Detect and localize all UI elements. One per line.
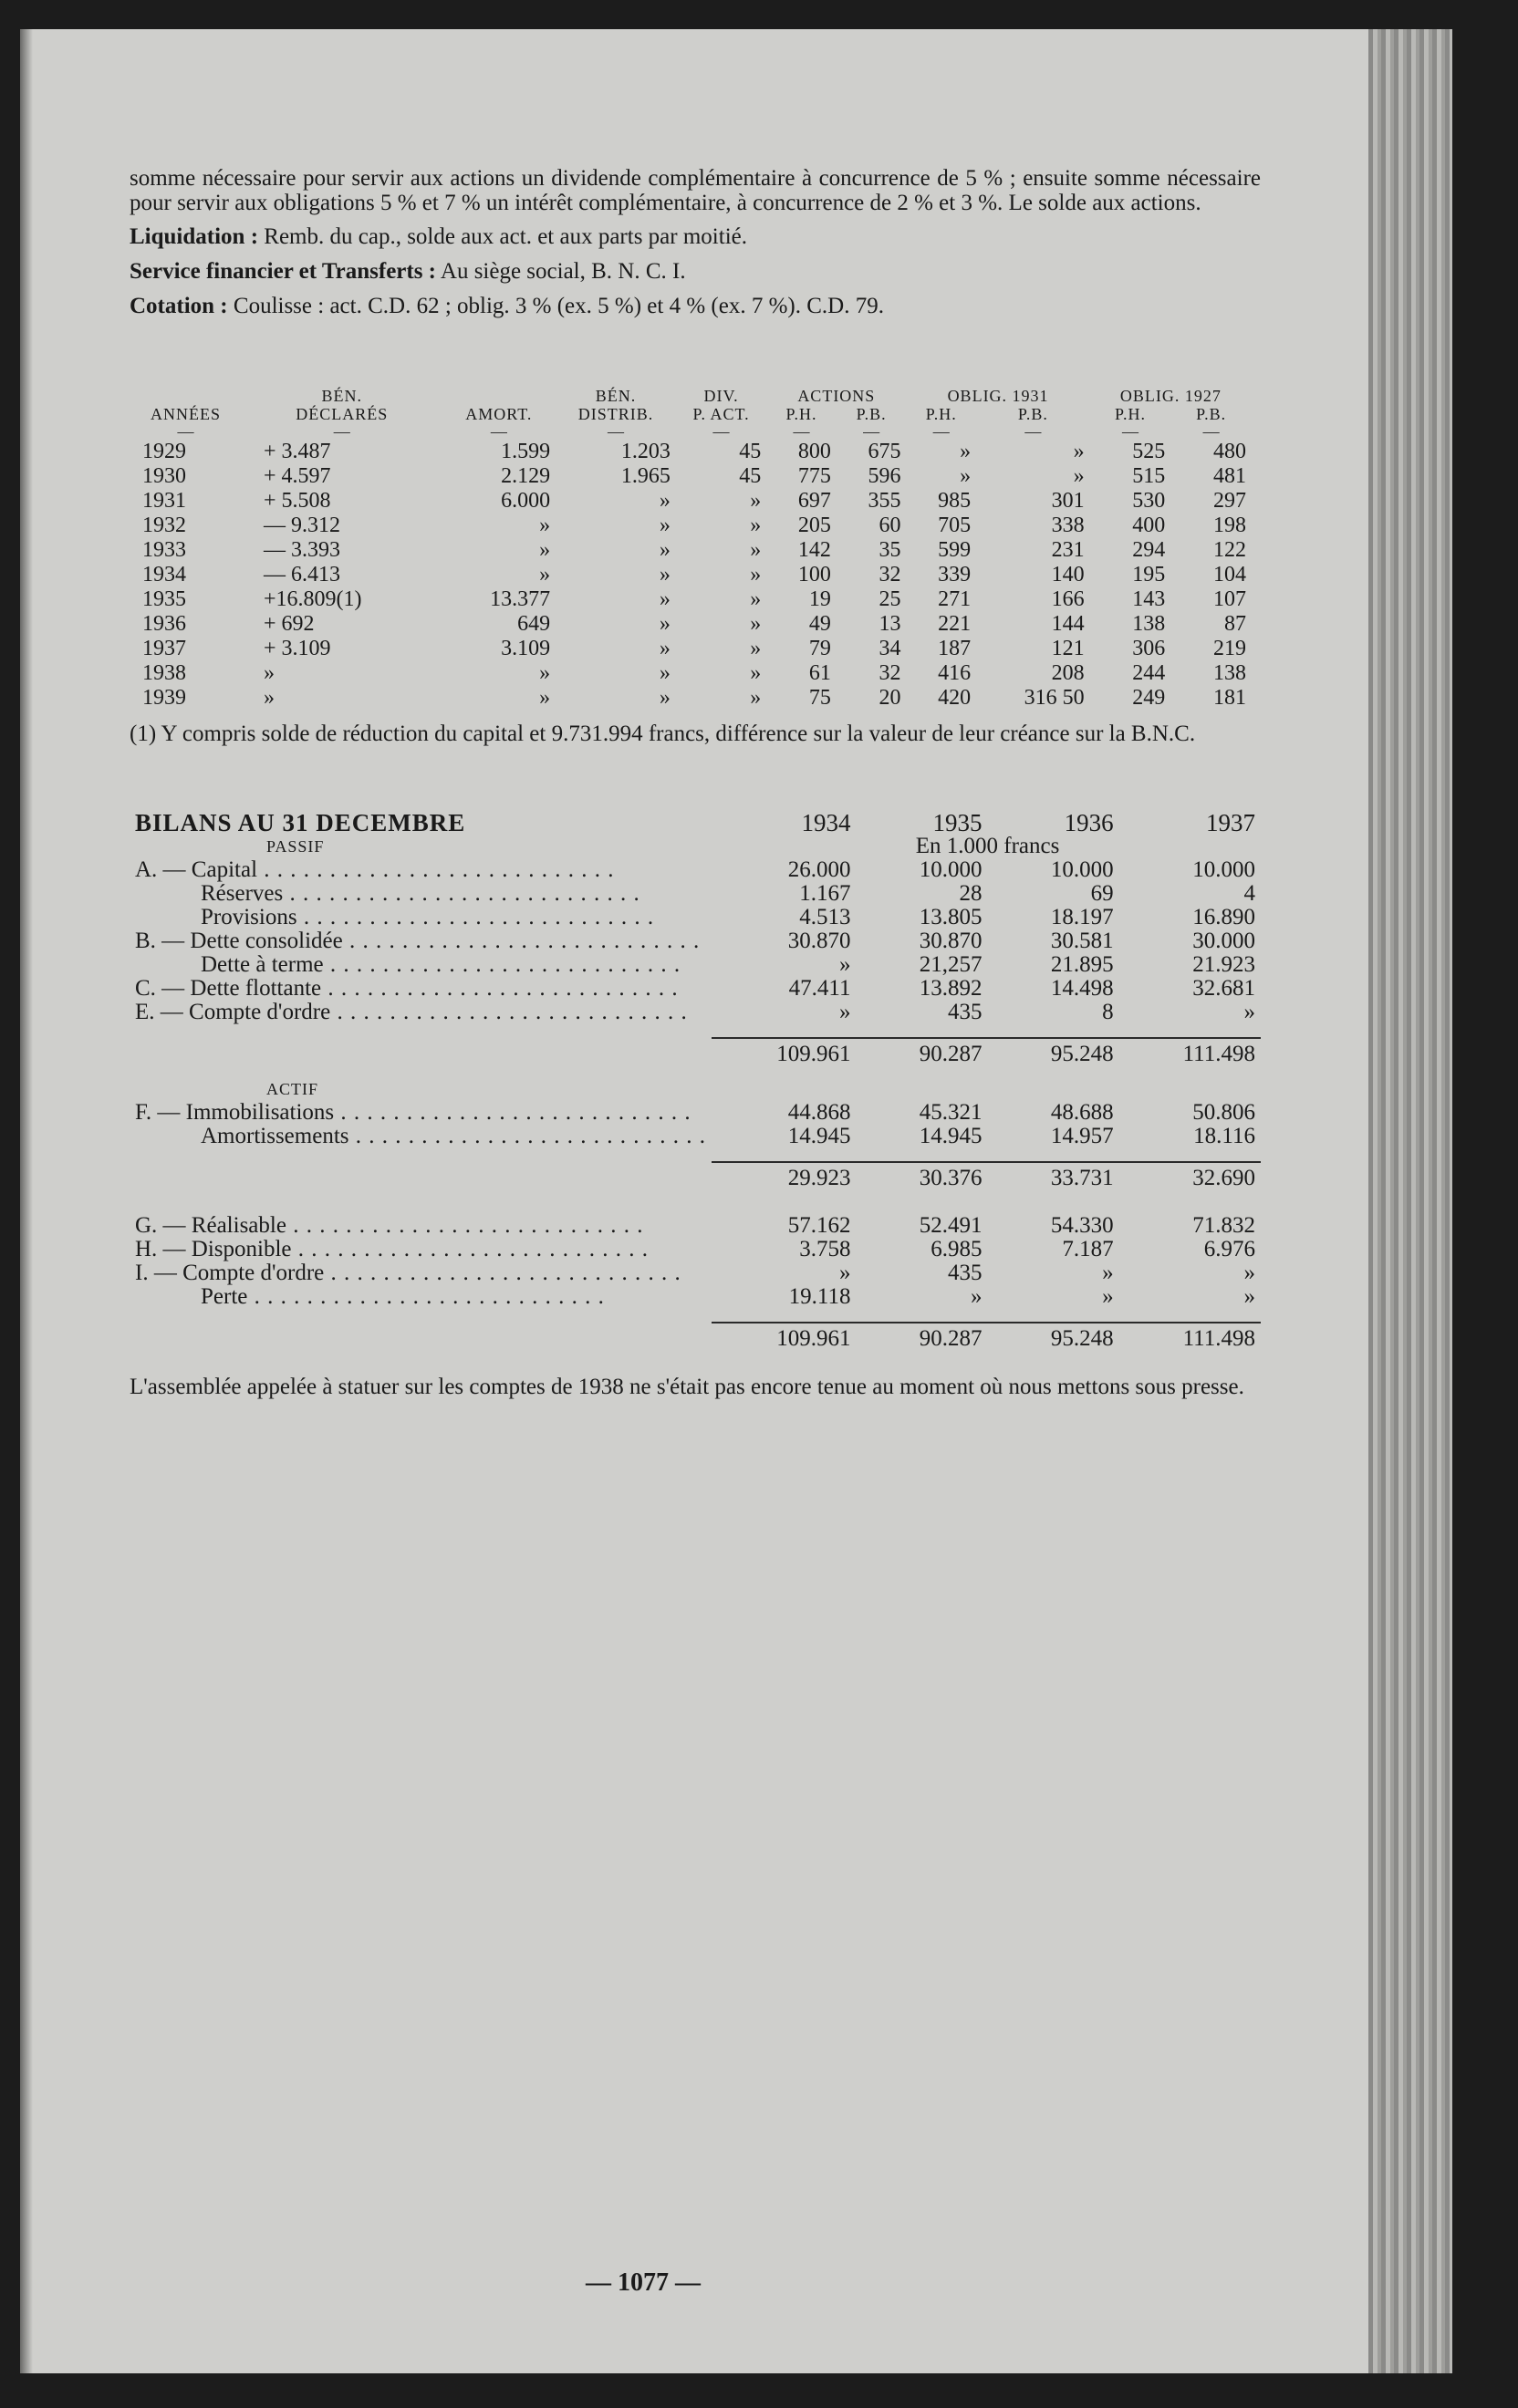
value-cell: 800: [797, 440, 831, 463]
value-cell: 306: [1132, 637, 1166, 660]
amount-cell: 21.923: [1192, 952, 1255, 977]
value-cell: »: [539, 563, 551, 586]
amount-cell: 19.118: [788, 1284, 851, 1309]
history-row: [130, 538, 1252, 563]
value-cell: »: [750, 489, 762, 513]
dot-leader: [330, 1000, 688, 1024]
value-cell: + 3.487: [263, 440, 331, 463]
amount-cell: 48.688: [1050, 1100, 1114, 1125]
unit-label: En 1.000 francs: [915, 834, 1060, 858]
value-cell: »: [539, 514, 551, 537]
amount-cell: 30.581: [1050, 929, 1114, 953]
balance-sheet-table: [130, 811, 1261, 1351]
value-cell: + 5.508: [263, 489, 331, 513]
value-cell: »: [960, 440, 972, 463]
value-cell: 32: [879, 563, 901, 586]
amount-cell: 95.248: [988, 1038, 1119, 1066]
dot-leader: [324, 952, 681, 977]
value-cell: »: [659, 637, 671, 660]
header-bottom-cell: P.B.: [1017, 405, 1048, 423]
balance-row: [130, 1125, 1261, 1148]
history-row: [130, 587, 1252, 612]
value-cell: 6.000: [501, 489, 551, 513]
history-row: [130, 489, 1252, 514]
amount-cell: »: [1243, 1284, 1255, 1309]
amount-cell: 18.116: [1193, 1124, 1255, 1148]
amount-cell: 14.945: [787, 1124, 851, 1148]
value-cell: 34: [879, 637, 901, 660]
passif-label: PASSIF: [266, 837, 325, 856]
amount-cell: »: [838, 1261, 851, 1285]
row-label: E. — Compte d'ordre: [135, 1000, 331, 1024]
amount-cell: 69: [1090, 881, 1114, 906]
balance-title: BILANS AU 31 DECEMBRE: [135, 809, 466, 836]
value-cell: 208: [1051, 661, 1085, 685]
amount-cell: 21,257: [919, 952, 983, 977]
value-cell: 416: [938, 661, 972, 685]
value-cell: 60: [879, 514, 901, 537]
amount-cell: 52.491: [919, 1213, 983, 1238]
balance-row: [130, 882, 1261, 906]
amount-cell: 109.961: [712, 1323, 856, 1351]
value-cell: »: [263, 661, 275, 685]
spacer-row: [130, 1148, 1261, 1162]
header-bottom-cell: P.H.: [1114, 405, 1146, 423]
row-label: Amortissements: [201, 1124, 349, 1148]
balance-row: [130, 1261, 1261, 1285]
value-cell: 3.109: [501, 637, 551, 660]
year-cell: 1936: [142, 612, 186, 636]
row-label: H. — Disponible: [135, 1237, 292, 1261]
amount-cell: 14.945: [919, 1124, 983, 1148]
value-cell: 104: [1213, 563, 1246, 586]
year-cell: 1933: [142, 538, 186, 562]
value-cell: »: [659, 538, 671, 562]
value-cell: 143: [1132, 587, 1166, 611]
book-spine-edge: [1368, 29, 1452, 2373]
history-row: [130, 440, 1252, 464]
dot-leader: [247, 1284, 605, 1309]
year-cell: 1938: [142, 661, 186, 685]
spacer-row: [130, 1190, 1261, 1214]
amount-cell: 111.498: [1119, 1038, 1261, 1066]
spacer-row: [130, 1309, 1261, 1323]
amount-cell: 6.976: [1203, 1237, 1255, 1261]
history-row: [130, 514, 1252, 538]
amount-cell: 8: [1102, 1000, 1114, 1024]
amount-cell: 10.000: [919, 857, 983, 882]
header-top-cell: OBLIG. 1931: [947, 387, 1049, 405]
row-label: G. — Réalisable: [135, 1213, 286, 1238]
amount-cell: 26.000: [787, 857, 851, 882]
value-cell: 339: [938, 563, 972, 586]
value-cell: 25: [879, 587, 901, 611]
header-bottom-cell: P.H.: [925, 405, 957, 423]
service-text: Au siège social, B. N. C. I.: [440, 259, 686, 284]
intro-paragraph: somme nécessaire pour servir aux actions un dividende complémentaire à concurrence de 5 % ; ensuite somme nécessaire pour servir aux obligations 5 % et 7 % un intérêt complémentaire, à concurrence de 2 % et 3 %. Le solde aux actions.: [130, 166, 1261, 215]
balance-unit-row: [130, 835, 1261, 858]
balance-row: [130, 906, 1261, 929]
amount-cell: 90.287: [856, 1038, 987, 1066]
header-bottom-cell: P.B.: [856, 405, 887, 423]
row-label: Dette à terme: [201, 952, 324, 977]
amount-cell: 54.330: [1050, 1213, 1114, 1238]
value-cell: 13.377: [490, 587, 551, 611]
dot-leader: [286, 1213, 644, 1238]
history-row: [130, 563, 1252, 587]
value-cell: 705: [938, 514, 972, 537]
dot-leader: [343, 929, 701, 953]
header-bottom-cell: P. ACT.: [692, 405, 750, 423]
amount-cell: 71.832: [1192, 1213, 1255, 1238]
value-cell: 198: [1213, 514, 1246, 537]
liquidation-line: [130, 224, 1261, 250]
value-cell: »: [539, 538, 551, 562]
header-bottom-cell: P.H.: [785, 405, 817, 423]
amount-cell: 16.890: [1192, 905, 1255, 929]
balance-row: [130, 1101, 1261, 1125]
year-cell: 1934: [142, 563, 186, 586]
dot-leader: [283, 881, 640, 906]
history-table: [130, 387, 1252, 711]
amount-cell: 7.187: [1062, 1237, 1114, 1261]
history-footnote: (1) Y compris solde de réduction du capital et 9.731.994 francs, différence sur la valeur de leur créance sur la B.N.C.: [130, 721, 1196, 746]
dot-leader: [257, 857, 615, 882]
value-cell: »: [659, 514, 671, 537]
amount-cell: 435: [948, 1000, 983, 1024]
value-cell: »: [659, 661, 671, 685]
value-cell: »: [1073, 464, 1085, 488]
value-cell: 675: [868, 440, 901, 463]
value-cell: »: [750, 587, 762, 611]
amount-cell: 14.957: [1050, 1124, 1114, 1148]
value-cell: 271: [938, 587, 972, 611]
year-cell: 1932: [142, 514, 186, 537]
amount-cell: 14.498: [1050, 976, 1114, 1001]
value-cell: 49: [808, 612, 831, 636]
value-cell: 166: [1051, 587, 1085, 611]
header-bottom-cell: P.B.: [1196, 405, 1227, 423]
history-row: [130, 661, 1252, 686]
value-cell: 181: [1213, 686, 1246, 710]
value-cell: 219: [1213, 637, 1246, 660]
value-cell: 599: [938, 538, 972, 562]
balance-row: [130, 858, 1261, 882]
dot-leader: [349, 1124, 707, 1148]
amount-cell: »: [971, 1284, 983, 1309]
history-row: [130, 686, 1252, 711]
amount-cell: 18.197: [1050, 905, 1114, 929]
value-cell: 294: [1132, 538, 1166, 562]
value-cell: 649: [517, 612, 551, 636]
value-cell: 481: [1213, 464, 1246, 488]
value-cell: 79: [808, 637, 831, 660]
value-cell: 316 50: [1024, 686, 1085, 710]
year-cell: 1935: [142, 587, 186, 611]
row-label: Réserves: [201, 881, 284, 906]
value-cell: 480: [1213, 440, 1246, 463]
value-cell: 2.129: [501, 464, 551, 488]
history-header-top: [130, 387, 1252, 405]
balance-row: [130, 1001, 1261, 1024]
value-cell: — 6.413: [263, 563, 340, 586]
value-cell: »: [659, 489, 671, 513]
amount-cell: 30.870: [787, 929, 851, 953]
value-cell: 140: [1051, 563, 1085, 586]
value-cell: 1.203: [620, 440, 671, 463]
balance-row: [130, 1214, 1261, 1238]
value-cell: 205: [797, 514, 831, 537]
section-row: [130, 1077, 1261, 1101]
amount-cell: 28: [959, 881, 983, 906]
page-number: — 1077 —: [586, 2268, 701, 2297]
balance-sheet-body: [130, 811, 1261, 1351]
value-cell: 221: [938, 612, 972, 636]
amount-cell: 50.806: [1192, 1100, 1255, 1125]
document-page: [20, 29, 1452, 2373]
page-content: [130, 166, 1261, 1400]
value-cell: 231: [1051, 538, 1085, 562]
row-label: F. — Immobilisations: [135, 1100, 335, 1125]
amount-cell: 30.000: [1192, 929, 1255, 953]
amount-cell: 13.892: [919, 976, 983, 1001]
amount-cell: 13.805: [919, 905, 983, 929]
value-cell: 420: [938, 686, 972, 710]
value-cell: 187: [938, 637, 972, 660]
amount-cell: »: [838, 952, 851, 977]
header-top-cell: BÉN.: [321, 387, 363, 405]
history-row: [130, 464, 1252, 489]
header-top-cell: BÉN.: [595, 387, 637, 405]
row-label: A. — Capital: [135, 857, 258, 882]
value-cell: 100: [797, 563, 831, 586]
amount-cell: 21.895: [1050, 952, 1114, 977]
amount-cell: 10.000: [1192, 857, 1255, 882]
history-row: [130, 612, 1252, 637]
liquidation-text: Remb. du cap., solde aux act. et aux parts par moitié.: [264, 224, 747, 249]
value-cell: 525: [1132, 440, 1166, 463]
amount-cell: 33.731: [988, 1162, 1119, 1190]
amount-cell: 32.690: [1119, 1162, 1261, 1190]
row-label: I. — Compte d'ordre: [135, 1261, 325, 1285]
row-label: C. — Dette flottante: [135, 976, 322, 1001]
year-header: 1936: [1064, 809, 1114, 836]
value-cell: 138: [1132, 612, 1166, 636]
value-cell: 121: [1051, 637, 1085, 660]
dot-leader: [334, 1100, 691, 1125]
value-cell: + 692: [263, 612, 315, 636]
amount-cell: »: [1102, 1284, 1114, 1309]
value-cell: 355: [868, 489, 901, 513]
amount-cell: »: [1243, 1000, 1255, 1024]
value-cell: 107: [1213, 587, 1246, 611]
amount-cell: 111.498: [1119, 1323, 1261, 1351]
value-cell: 596: [868, 464, 901, 488]
history-body: [130, 440, 1252, 711]
value-cell: »: [750, 686, 762, 710]
year-cell: 1937: [142, 637, 186, 660]
value-cell: 400: [1132, 514, 1166, 537]
value-cell: 13: [879, 612, 901, 636]
history-header-rule: — — — — — — — — — — —: [177, 422, 1220, 441]
amount-cell: 10.000: [1050, 857, 1114, 882]
value-cell: 1.965: [620, 464, 671, 488]
amount-cell: »: [1243, 1261, 1255, 1285]
value-cell: 87: [1224, 612, 1246, 636]
amount-cell: 90.287: [856, 1323, 987, 1351]
header-bottom-cell: DÉCLARÉS: [296, 405, 389, 423]
header-top-cell: [442, 387, 556, 405]
value-cell: »: [263, 686, 275, 710]
amount-cell: 47.411: [788, 976, 851, 1001]
actif-total-row: [130, 1323, 1261, 1351]
value-cell: 1.599: [501, 440, 551, 463]
cotation-line: [130, 294, 1261, 319]
value-cell: 338: [1051, 514, 1085, 537]
amount-cell: »: [838, 1000, 851, 1024]
value-cell: 985: [938, 489, 972, 513]
amount-cell: 30.376: [856, 1162, 987, 1190]
year-header: 1935: [932, 809, 983, 836]
value-cell: 19: [808, 587, 831, 611]
dot-leader: [321, 976, 679, 1001]
spacer-row: [130, 1024, 1261, 1038]
value-cell: 61: [808, 661, 831, 685]
value-cell: 244: [1132, 661, 1166, 685]
value-cell: — 3.393: [263, 538, 340, 562]
balance-row: [130, 1285, 1261, 1309]
value-cell: 144: [1051, 612, 1085, 636]
value-cell: 195: [1132, 563, 1166, 586]
service-label: Service financier et Transferts :: [130, 259, 437, 284]
row-label: Provisions: [201, 905, 297, 929]
amount-cell: 32.681: [1192, 976, 1255, 1001]
closing-note: L'assemblée appelée à statuer sur les comptes de 1938 ne s'était pas encore tenue au moment où nous mettons sous presse.: [130, 1375, 1244, 1399]
value-cell: 142: [797, 538, 831, 562]
header-top-cell: DIV.: [703, 387, 739, 405]
value-cell: »: [750, 538, 762, 562]
value-cell: »: [539, 686, 551, 710]
dot-leader: [297, 905, 655, 929]
value-cell: »: [659, 686, 671, 710]
value-cell: »: [1073, 440, 1085, 463]
year-cell: 1931: [142, 489, 186, 513]
value-cell: 775: [797, 464, 831, 488]
amount-cell: 95.248: [988, 1323, 1119, 1351]
value-cell: »: [659, 563, 671, 586]
header-top-cell: [130, 387, 242, 405]
service-line: [130, 259, 1261, 285]
value-cell: 297: [1213, 489, 1246, 513]
page-left-edge: [20, 29, 33, 2373]
amount-cell: 30.870: [919, 929, 983, 953]
value-cell: 249: [1132, 686, 1166, 710]
value-cell: + 3.109: [263, 637, 331, 660]
year-cell: 1930: [142, 464, 186, 488]
value-cell: 20: [879, 686, 901, 710]
dot-leader: [324, 1261, 681, 1285]
value-cell: »: [659, 612, 671, 636]
year-cell: 1929: [142, 440, 186, 463]
value-cell: »: [750, 514, 762, 537]
header-top-cell: OBLIG. 1927: [1119, 387, 1222, 405]
balance-title-row: [130, 811, 1261, 835]
value-cell: »: [659, 587, 671, 611]
value-cell: »: [539, 661, 551, 685]
balance-row: [130, 977, 1261, 1001]
row-label: Perte: [201, 1284, 248, 1309]
header-bottom-cell: DISTRIB.: [577, 405, 654, 423]
value-cell: 515: [1132, 464, 1166, 488]
value-cell: »: [750, 661, 762, 685]
value-cell: »: [750, 637, 762, 660]
value-cell: 122: [1213, 538, 1246, 562]
value-cell: 32: [879, 661, 901, 685]
amount-cell: 4.513: [799, 905, 851, 929]
amount-cell: 1.167: [799, 881, 851, 906]
year-header: 1934: [801, 809, 851, 836]
spacer-row: [130, 1066, 1261, 1077]
amount-cell: 109.961: [712, 1038, 856, 1066]
value-cell: 697: [797, 489, 831, 513]
liquidation-label: Liquidation :: [130, 224, 259, 249]
amount-cell: 29.923: [712, 1162, 856, 1190]
header-bottom-cell: ANNÉES: [150, 405, 221, 423]
amount-cell: 6.985: [931, 1237, 983, 1261]
balance-row: [130, 1238, 1261, 1261]
value-cell: »: [960, 464, 972, 488]
value-cell: + 4.597: [263, 464, 331, 488]
section-label: ACTIF: [266, 1080, 319, 1098]
cotation-text: Coulisse : act. C.D. 62 ; oblig. 3 % (ex. 5 %) et 4 % (ex. 7 %). C.D. 79.: [233, 294, 884, 318]
value-cell: 75: [808, 686, 831, 710]
cotation-label: Cotation :: [130, 294, 228, 318]
history-row: [130, 637, 1252, 661]
amount-cell: 435: [948, 1261, 983, 1285]
value-cell: — 9.312: [263, 514, 340, 537]
value-cell: »: [750, 612, 762, 636]
amount-cell: »: [1102, 1261, 1114, 1285]
row-label: B. — Dette consolidée: [135, 929, 343, 953]
value-cell: 138: [1213, 661, 1246, 685]
amount-cell: 44.868: [787, 1100, 851, 1125]
history-header-bottom: [130, 405, 1252, 423]
value-cell: »: [750, 563, 762, 586]
immobilisations-net-row: [130, 1162, 1261, 1190]
amount-cell: 45.321: [919, 1100, 983, 1125]
value-cell: 35: [879, 538, 901, 562]
value-cell: 45: [739, 440, 762, 463]
value-cell: +16.809(1): [263, 587, 362, 611]
value-cell: 530: [1132, 489, 1166, 513]
amount-cell: 3.758: [799, 1237, 851, 1261]
year-cell: 1939: [142, 686, 186, 710]
header-bottom-cell: AMORT.: [465, 405, 533, 423]
amount-cell: 57.162: [787, 1213, 851, 1238]
balance-row: [130, 953, 1261, 977]
value-cell: 45: [739, 464, 762, 488]
balance-row: [130, 929, 1261, 953]
year-header: 1937: [1206, 809, 1255, 836]
amount-cell: 4: [1243, 881, 1255, 906]
passif-total-row: [130, 1038, 1261, 1066]
value-cell: 301: [1051, 489, 1085, 513]
header-top-cell: ACTIONS: [797, 387, 876, 405]
dot-leader: [292, 1237, 650, 1261]
